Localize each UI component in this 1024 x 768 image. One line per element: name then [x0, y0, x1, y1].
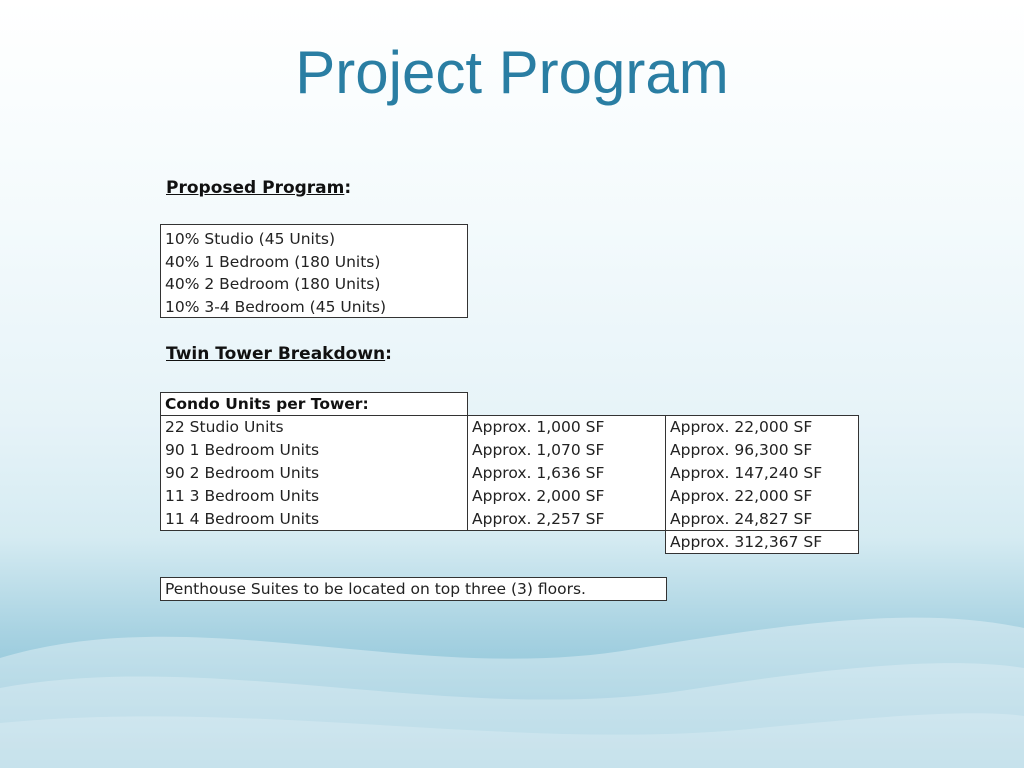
- slide-title: Project Program: [295, 39, 729, 106]
- proposed-program-heading: [166, 178, 351, 198]
- grand-total-cell: Approx. 312,367 SF: [665, 530, 859, 554]
- proposed-program-heading-text: Proposed Program: [166, 178, 345, 198]
- total-size-cell: Approx. 147,240 SF: [670, 464, 823, 482]
- unit-size-column: [467, 415, 666, 531]
- total-size-cell: Approx. 22,000 SF: [670, 418, 813, 436]
- units-cell: 22 Studio Units: [165, 418, 284, 436]
- unit-size-cell: Approx. 1,070 SF: [472, 441, 605, 459]
- unit-size-cell: Approx. 1,636 SF: [472, 464, 605, 482]
- program-line: 10% 3-4 Bedroom (45 Units): [165, 297, 387, 316]
- proposed-program-heading-colon: :: [344, 178, 352, 198]
- condo-table-header: Condo Units per Tower:: [160, 392, 468, 416]
- twin-tower-heading-colon: :: [385, 344, 392, 364]
- units-cell: 90 2 Bedroom Units: [165, 464, 320, 482]
- twin-tower-heading: [166, 344, 392, 364]
- program-line: 40% 2 Bedroom (180 Units): [165, 275, 381, 293]
- total-size-column: [665, 415, 859, 531]
- program-line: 40% 1 Bedroom (180 Units): [165, 252, 381, 271]
- unit-size-cell: Approx. 2,000 SF: [472, 487, 605, 505]
- unit-size-cell: Approx. 1,000 SF: [472, 418, 605, 436]
- program-line: 10% Studio (45 Units): [165, 230, 336, 248]
- penthouse-note: Penthouse Suites to be located on top three (3) floors.: [160, 577, 667, 601]
- proposed-program-box: [160, 224, 468, 318]
- total-size-cell: Approx. 96,300 SF: [670, 441, 813, 459]
- total-size-cell: Approx. 22,000 SF: [670, 487, 813, 505]
- units-cell: 90 1 Bedroom Units: [165, 441, 320, 459]
- twin-tower-heading-text: Twin Tower Breakdown: [166, 344, 386, 364]
- total-size-cell: Approx. 24,827 SF: [670, 510, 813, 528]
- unit-size-cell: Approx. 2,257 SF: [472, 510, 605, 528]
- units-column: [160, 415, 468, 531]
- units-cell: 11 3 Bedroom Units: [165, 487, 320, 505]
- background-wave: [0, 538, 1024, 768]
- units-cell: 11 4 Bedroom Units: [165, 510, 320, 528]
